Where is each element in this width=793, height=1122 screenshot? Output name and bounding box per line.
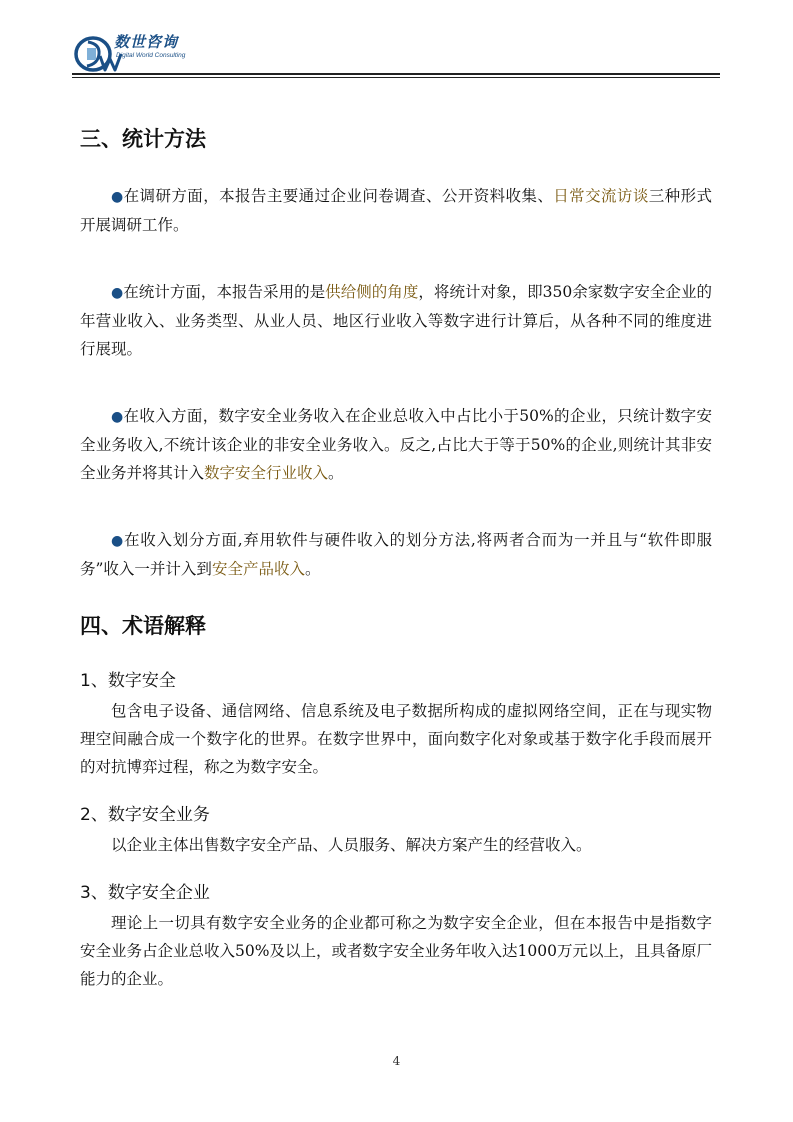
term-1-body: 包含电子设备、通信网络、信息系统及电子数据所构成的虚拟网络空间，正在与现实物理空间融合成一个数字化的世界。在数字世界中，面向数字化对象或基于数字化手段而展开的对抗博弈过程，称之为数字安全。: [80, 702, 712, 776]
header-rule-thin: [72, 77, 720, 78]
section-3-title: 三、统计方法: [80, 127, 206, 151]
term-3-body: 理论上一切具有数字安全业务的企业都可称之为数字安全企业，但在本报告中是指数字安全业务占企业总收入50%及以上，或者数字安全业务年收入达1000万元以上，且具备原厂能力的企业。: [80, 914, 712, 988]
paragraph-text: 在调研方面，本报告主要通过企业问卷调查、公开资料收集、: [123, 187, 554, 205]
bullet-icon: ●: [111, 189, 124, 205]
paragraph-statistics: [80, 278, 712, 363]
bullet-icon: ●: [111, 285, 124, 301]
paragraph-text: 。: [328, 464, 344, 482]
section-4-title: 四、术语解释: [80, 614, 206, 638]
term-1-heading: 1、数字安全: [80, 671, 176, 691]
page-header: [72, 26, 720, 80]
term-2-heading: 2、数字安全业务: [80, 805, 210, 825]
paragraph-text: 三种形式开展调研工作。: [80, 187, 712, 234]
bullet-icon: ●: [111, 533, 124, 549]
paragraph-text: 在收入方面，数字安全业务收入在企业总收入中占比小于50%的企业，只统计数字安全业务收入,不统计该企业的非安全业务收入。反之,占比大于等于50%的企业,则统计其非安全业务并将其计入: [80, 407, 712, 482]
bullet-icon: ●: [111, 409, 124, 425]
logo-chinese-name: 数世咨询: [114, 33, 179, 51]
highlight-text: 日常交流访谈: [553, 187, 649, 205]
paragraph-text: ，将统计对象，即350余家数字安全企业的年营业收入、业务类型、从业人员、地区行业收入等数字进行计算后，从各种不同的维度进行展现。: [80, 283, 712, 358]
paragraph-revenue: [80, 402, 712, 487]
term-3-heading: 3、数字安全企业: [80, 883, 210, 903]
header-rule-thick: [72, 73, 720, 75]
paragraph-text: 在收入划分方面,弃用软件与硬件收入的划分方法,将两者合而为一并且与“软件即服务”收入一并计入到: [80, 531, 712, 578]
highlight-text: 供给侧的角度: [325, 283, 419, 301]
paragraph-revenue-division: [80, 526, 712, 583]
term-2-body: 以企业主体出售数字安全产品、人员服务、解决方案产生的经营收入。: [111, 836, 592, 854]
logo-english-name: Digital World Consulting: [116, 52, 186, 59]
page-content: [80, 118, 712, 993]
highlight-text: 数字安全行业收入: [204, 464, 329, 482]
paragraph-text: 。: [304, 560, 321, 578]
paragraph-research: [80, 182, 712, 239]
page-number: 4: [392, 1054, 401, 1068]
highlight-text: 安全产品收入: [211, 560, 305, 578]
paragraph-text: 在统计方面，本报告采用的是: [123, 283, 326, 301]
